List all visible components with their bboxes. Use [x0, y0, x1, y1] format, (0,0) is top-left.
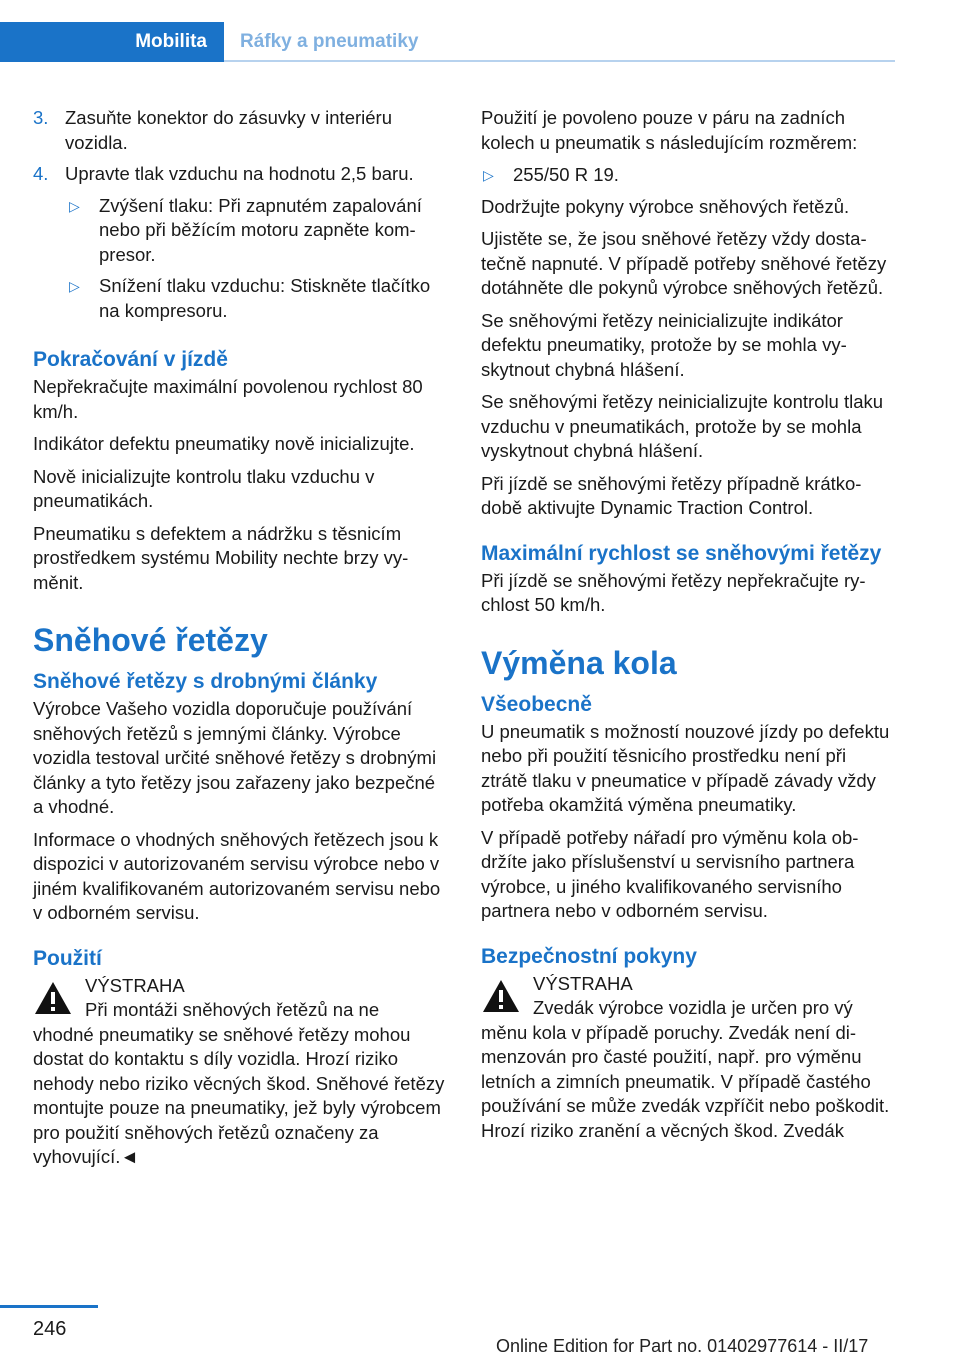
header-underline: [224, 60, 895, 62]
heading-general: Všeobecně: [481, 692, 592, 716]
warning-text: Zvedák výrobce vozidla je určen pro vý: [533, 997, 853, 1018]
step-text: Zasuňte konektor do zásuvky v interiéru vozidla.: [65, 107, 392, 153]
step-number: 4.: [33, 163, 49, 184]
list-item-text: Snížení tlaku vzduchu: Stiskněte tlačítko na kompresoru.: [99, 275, 431, 321]
warning-text-continued: vhodné pneumatiky se sněhové řetězy mohou dostat do kontaktu s díly vozidla. Hrozí riziko nehody nebo riziko věcných škod. Sněhové řetězy montujte pouze na pneumatiky, jež byly výrobcem pro použití sněhových řetězů označeny za vyhovující.◄: [33, 1023, 445, 1167]
warning-triangle-icon: [481, 978, 521, 1014]
warning-title: VÝSTRAHA: [85, 974, 185, 996]
step-text: Upravte tlak vzduchu na hodnotu 2,5 baru.: [65, 163, 414, 184]
footer-accent-bar: [0, 1305, 98, 1308]
paragraph: Dodržujte pokyny výrobce sněhových řetězů.: [481, 195, 850, 217]
tab-mobilita[interactable]: Mobilita: [0, 22, 224, 62]
triangle-bullet-icon: ▷: [69, 197, 80, 214]
paragraph: Při jízdě se sněhovými řetězy případně krátkodobě aktivujte Dynamic Traction Control.: [481, 472, 862, 518]
heading-wheel-change: Výměna kola: [481, 644, 677, 681]
paragraph: Při jízdě se sněhovými řetězy nepřekračujte rychlost 50 km/h.: [481, 569, 866, 615]
paragraph: Pneumatiku s defektem a nádržku s těsnicím prostředkem systému Mobility nechte brzy vyměnit.: [33, 522, 409, 593]
paragraph: U pneumatik s možností nouzové jízdy po defektu nebo při použití těsnicího prostředku není při ztrátě tlaku v pneumatice v případě závady vždy potřeba okamžitá výměna pneumatiky.: [481, 720, 890, 815]
paragraph: V případě potřeby nářadí pro výměnu kola obdržíte jako příslušenství u servisního partnera výrobce, u jiného kvalifikovaného servisního partnera nebo v odborném servisu.: [481, 826, 859, 921]
triangle-bullet-icon: ▷: [483, 167, 494, 183]
paragraph: Informace o vhodných sněhových řetězech jsou k dispozici v autorizovaném servisu výrobce nebo v jiném kvalifikovaném autorizovaném servisu nebo v odborném servisu.: [33, 828, 441, 923]
paragraph: Indikátor defektu pneumatiky nově inicializujte.: [33, 433, 415, 454]
paragraph: Nově inicializujte kontrolu tlaku vzduchu v pneumatikách.: [33, 465, 375, 511]
list-item: [67, 274, 445, 323]
warning-text-continued: měnu kola v případě poruchy. Zvedák není dimenzován pro časté použití, např. pro výměnu letních a zimních pneumatik. V případě častého používání se může zvedák vzpříčit nebo poškodit. Hrozí riziko zranění a věcných škod. Zvedák: [481, 1021, 890, 1141]
edition-note: Online Edition for Part no. 01402977614 - II/17: [496, 1336, 869, 1356]
page-number: 246: [33, 1318, 67, 1340]
paragraph: Nepřekračujte maximální povolenou rychlost 80 km/h.: [33, 376, 423, 422]
paragraph: Výrobce Vašeho vozidla doporučuje používání sněhových řetězů s jemnými články. Výrobce vozidla testoval určité sněhové řetězy s drobnými články a tyto řetězy jsou zařazeny jako bezpečné a vhodné.: [33, 698, 437, 817]
heading-snow-chains: Sněhové řetězy: [33, 622, 268, 658]
right-column: [481, 106, 896, 1143]
tab-rafky-a-pneumatiky[interactable]: Ráfky a pneumatiky: [240, 31, 419, 52]
warning-block: [33, 974, 445, 1170]
warning-text: Při montáži sněhových řetězů na ne: [85, 999, 380, 1020]
left-column: [33, 106, 445, 1170]
heading-continue-driving: Pokračování v jízdě: [33, 348, 228, 371]
heading-safety-notes: Bezpečnostní pokyny: [481, 944, 697, 968]
warning-triangle-icon: [33, 980, 73, 1016]
step-3: [33, 106, 445, 155]
warning-block: [481, 972, 896, 1144]
step-4: [33, 162, 445, 187]
list-item: [481, 163, 896, 188]
heading-usage: Použití: [33, 946, 102, 970]
paragraph: Se sněhovými řetězy neinicializujte kontrolu tlaku vzduchu v pneumatikách, protože by se mohla vyskytnout chybná hlášení.: [481, 391, 884, 461]
triangle-bullet-icon: ▷: [69, 278, 80, 294]
paragraph: Ujistěte se, že jsou sněhové řetězy vždy dostatečně napnuté. V případě potřeby sněhové řetězy dotáhněte dle pokynů výrobce sněhových řetězů.: [481, 228, 887, 298]
list-item-text: Zvýšení tlaku: Při zapnutém zapalování nebo při běžícím motoru zapněte kompresor.: [99, 194, 422, 265]
list-item-text: 255/50 R 19.: [513, 164, 619, 185]
heading-fine-link-chains: Sněhové řetězy s drobnými články: [33, 670, 378, 693]
step-number: 3.: [33, 107, 49, 128]
list-item: [67, 194, 445, 268]
header-tabs: [0, 22, 895, 62]
warning-title: VÝSTRAHA: [533, 972, 633, 994]
paragraph: Použití je povoleno pouze v páru na zadních kolech u pneumatik s následujícím rozměrem:: [481, 107, 858, 153]
paragraph: Se sněhovými řetězy neinicializujte indikátor defektu pneumatiky, protože by se mohla vyskytnout chybná hlášení.: [481, 309, 847, 380]
heading-max-speed: Maximální rychlost se sněhovými řetězy: [481, 541, 882, 565]
